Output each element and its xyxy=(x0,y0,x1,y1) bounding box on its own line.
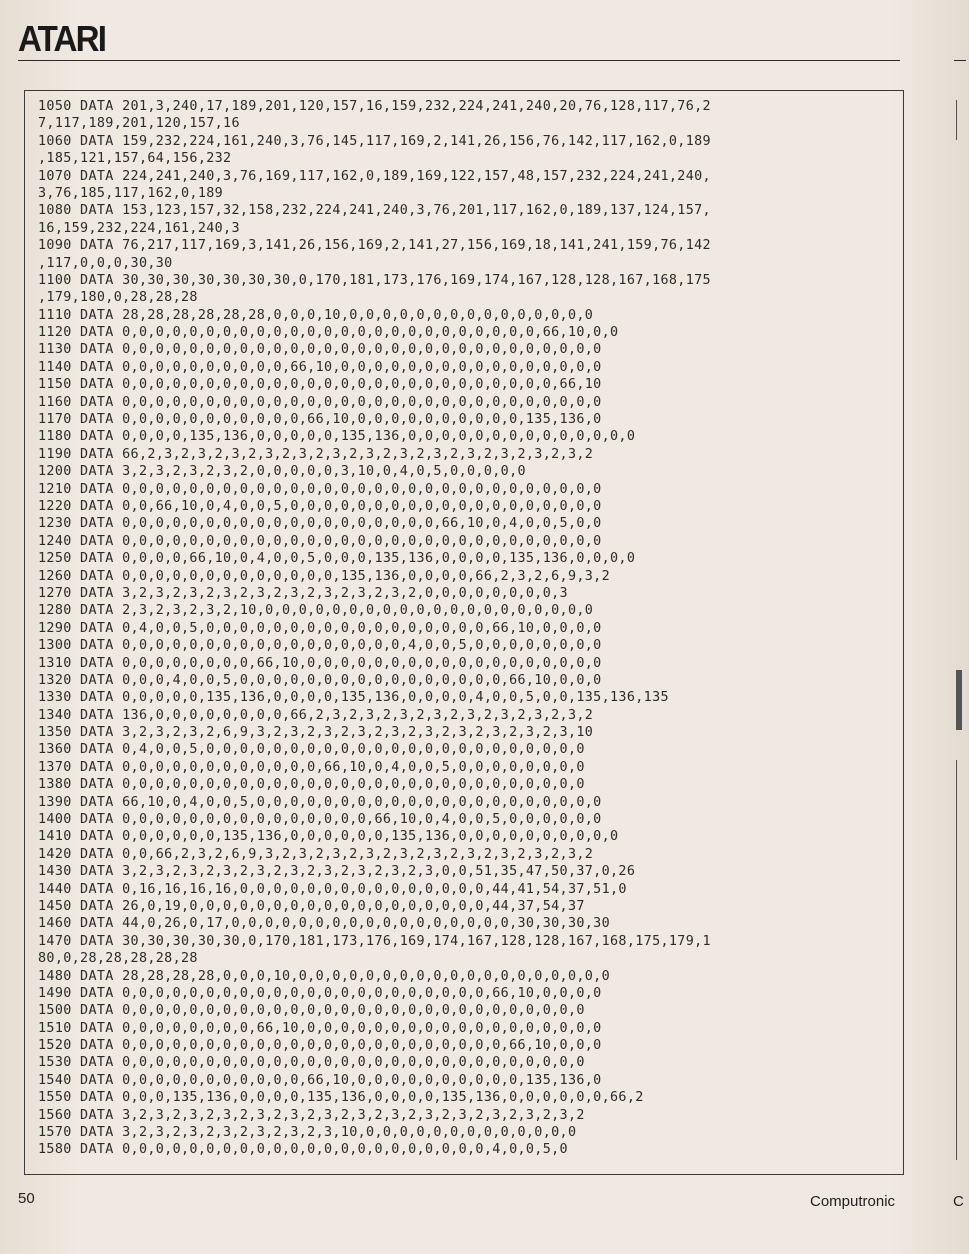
listing-line: 1320 DATA 0,0,0,4,0,0,5,0,0,0,0,0,0,0,0,0,0,0,0,0,0,0,0,66,10,0,0,0 xyxy=(38,672,602,688)
listing-line: 1090 DATA 76,217,117,169,3,141,26,156,169,2,141,27,156,169,18,141,241,159,76,142 xyxy=(38,238,711,254)
listing-line: 1100 DATA 30,30,30,30,30,30,30,0,170,181,173,176,169,174,167,128,128,167,168,175 xyxy=(38,272,711,288)
listing-line: 1170 DATA 0,0,0,0,0,0,0,0,0,0,0,66,10,0,0,0,0,0,0,0,0,0,0,135,136,0 xyxy=(38,412,602,428)
listing-line: 1460 DATA 44,0,26,0,17,0,0,0,0,0,0,0,0,0,0,0,0,0,0,0,0,0,30,30,30,30 xyxy=(38,916,611,932)
listing-line: 1510 DATA 0,0,0,0,0,0,0,0,66,10,0,0,0,0,0,0,0,0,0,0,0,0,0,0,0,0,0,0 xyxy=(38,1020,602,1036)
listing-line: 1430 DATA 3,2,3,2,3,2,3,2,3,2,3,2,3,2,3,2,3,2,3,0,0,51,35,47,50,37,0,26 xyxy=(38,864,636,880)
basic-listing xyxy=(38,98,893,1159)
page-number: 50 xyxy=(18,1190,35,1207)
listing-line: 1570 DATA 3,2,3,2,3,2,3,2,3,2,3,2,3,10,0,0,0,0,0,0,0,0,0,0,0,0,0 xyxy=(38,1125,577,1141)
listing-line: 1360 DATA 0,4,0,0,5,0,0,0,0,0,0,0,0,0,0,0,0,0,0,0,0,0,0,0,0,0,0,0 xyxy=(38,742,585,758)
listing-line: 1560 DATA 3,2,3,2,3,2,3,2,3,2,3,2,3,2,3,2,3,2,3,2,3,2,3,2,3,2,3,2 xyxy=(38,1107,585,1123)
listing-line: 80,0,28,28,28,28,28 xyxy=(38,951,198,967)
next-page-edge-letter: C xyxy=(953,1193,964,1210)
listing-line: 1280 DATA 2,3,2,3,2,3,2,10,0,0,0,0,0,0,0,0,0,0,0,0,0,0,0,0,0,0,0,0 xyxy=(38,603,594,619)
listing-line: 1540 DATA 0,0,0,0,0,0,0,0,0,0,0,66,10,0,0,0,0,0,0,0,0,0,0,135,136,0 xyxy=(38,1072,602,1088)
listing-line: 1370 DATA 0,0,0,0,0,0,0,0,0,0,0,0,66,10,0,4,0,0,5,0,0,0,0,0,0,0,0 xyxy=(38,759,585,775)
listing-line: 1350 DATA 3,2,3,2,3,2,6,9,3,2,3,2,3,2,3,2,3,2,3,2,3,2,3,2,3,2,3,10 xyxy=(38,725,594,741)
listing-line: 1410 DATA 0,0,0,0,0,0,135,136,0,0,0,0,0,0,135,136,0,0,0,0,0,0,0,0,0,0 xyxy=(38,829,619,845)
listing-line: 1050 DATA 201,3,240,17,189,201,120,157,16,159,232,224,241,240,20,76,128,117,76,2 xyxy=(38,99,711,114)
listing-line: 1490 DATA 0,0,0,0,0,0,0,0,0,0,0,0,0,0,0,0,0,0,0,0,0,0,66,10,0,0,0,0 xyxy=(38,985,602,1001)
listing-line: 1470 DATA 30,30,30,30,30,0,170,181,173,176,169,174,167,128,128,167,168,175,179,1 xyxy=(38,933,711,949)
listing-line: 1110 DATA 28,28,28,28,28,28,0,0,0,10,0,0,0,0,0,0,0,0,0,0,0,0,0,0,0 xyxy=(38,307,594,323)
listing-line: 1420 DATA 0,0,66,2,3,2,6,9,3,2,3,2,3,2,3,2,3,2,3,2,3,2,3,2,3,2,3,2 xyxy=(38,846,594,862)
listing-line: 1260 DATA 0,0,0,0,0,0,0,0,0,0,0,0,0,135,136,0,0,0,0,66,2,3,2,6,9,3,2 xyxy=(38,568,611,584)
listing-line: 1400 DATA 0,0,0,0,0,0,0,0,0,0,0,0,0,0,0,66,10,0,4,0,0,5,0,0,0,0,0,0 xyxy=(38,812,602,828)
listing-line: 1220 DATA 0,0,66,10,0,4,0,0,5,0,0,0,0,0,0,0,0,0,0,0,0,0,0,0,0,0,0,0 xyxy=(38,498,602,514)
listing-line: 1240 DATA 0,0,0,0,0,0,0,0,0,0,0,0,0,0,0,0,0,0,0,0,0,0,0,0,0,0,0,0,0 xyxy=(38,533,602,549)
listing-line: 1190 DATA 66,2,3,2,3,2,3,2,3,2,3,2,3,2,3,2,3,2,3,2,3,2,3,2,3,2,3,2 xyxy=(38,446,594,462)
listing-line: 1180 DATA 0,0,0,0,135,136,0,0,0,0,0,135,136,0,0,0,0,0,0,0,0,0,0,0,0,0,0 xyxy=(38,429,636,445)
listing-line: 1520 DATA 0,0,0,0,0,0,0,0,0,0,0,0,0,0,0,0,0,0,0,0,0,0,0,66,10,0,0,0 xyxy=(38,1038,602,1054)
listing-line: 1270 DATA 3,2,3,2,3,2,3,2,3,2,3,2,3,2,3,2,3,2,0,0,0,0,0,0,0,0,3 xyxy=(38,585,568,601)
listing-line: 1130 DATA 0,0,0,0,0,0,0,0,0,0,0,0,0,0,0,0,0,0,0,0,0,0,0,0,0,0,0,0,0 xyxy=(38,342,602,358)
listing-line: 1150 DATA 0,0,0,0,0,0,0,0,0,0,0,0,0,0,0,0,0,0,0,0,0,0,0,0,0,0,66,10 xyxy=(38,377,602,393)
listing-line: 16,159,232,224,161,240,3 xyxy=(38,220,240,236)
listing-line: 1070 DATA 224,241,240,3,76,169,117,162,0,189,169,122,157,48,157,232,224,241,240, xyxy=(38,168,711,184)
edge-mark xyxy=(956,760,965,1160)
listing-line: 1340 DATA 136,0,0,0,0,0,0,0,0,66,2,3,2,3,2,3,2,3,2,3,2,3,2,3,2,3,2 xyxy=(38,707,594,723)
listing-line: 1300 DATA 0,0,0,0,0,0,0,0,0,0,0,0,0,0,0,0,0,4,0,0,5,0,0,0,0,0,0,0,0 xyxy=(38,638,602,654)
listing-line: 1060 DATA 159,232,224,161,240,3,76,145,117,169,2,141,26,156,76,142,117,162,0,189 xyxy=(38,133,711,149)
listing-line: 1080 DATA 153,123,157,32,158,232,224,241,240,3,76,201,117,162,0,189,137,124,157, xyxy=(38,203,711,219)
listing-line: ,185,121,157,64,156,232 xyxy=(38,151,232,167)
edge-mark xyxy=(956,670,969,730)
listing-line: 1580 DATA 0,0,0,0,0,0,0,0,0,0,0,0,0,0,0,0,0,0,0,0,0,0,4,0,0,5,0 xyxy=(38,1142,568,1158)
listing-line: 1440 DATA 0,16,16,16,16,0,0,0,0,0,0,0,0,0,0,0,0,0,0,0,44,41,54,37,51,0 xyxy=(38,881,627,897)
listing-line: 7,117,189,201,120,157,16 xyxy=(38,116,240,132)
listing-line: 1200 DATA 3,2,3,2,3,2,3,2,0,0,0,0,0,3,10,0,4,0,5,0,0,0,0,0 xyxy=(38,464,526,480)
listing-line: 1480 DATA 28,28,28,28,0,0,0,10,0,0,0,0,0,0,0,0,0,0,0,0,0,0,0,0,0,0,0 xyxy=(38,968,611,984)
listing-line: 1140 DATA 0,0,0,0,0,0,0,0,0,0,66,10,0,0,0,0,0,0,0,0,0,0,0,0,0,0,0,0 xyxy=(38,359,602,375)
listing-line: 1450 DATA 26,0,19,0,0,0,0,0,0,0,0,0,0,0,0,0,0,0,0,0,0,44,37,54,37 xyxy=(38,898,585,914)
listing-line: 1390 DATA 66,10,0,4,0,0,5,0,0,0,0,0,0,0,0,0,0,0,0,0,0,0,0,0,0,0,0,0 xyxy=(38,794,602,810)
listing-line: ,179,180,0,28,28,28 xyxy=(38,290,198,306)
listing-line: 1310 DATA 0,0,0,0,0,0,0,0,66,10,0,0,0,0,0,0,0,0,0,0,0,0,0,0,0,0,0,0 xyxy=(38,655,602,671)
listing-line: 1550 DATA 0,0,0,135,136,0,0,0,0,135,136,0,0,0,0,135,136,0,0,0,0,0,0,66,2 xyxy=(38,1090,644,1106)
listing-line: ,117,0,0,0,30,30 xyxy=(38,255,173,271)
publication-name: Computronic xyxy=(810,1193,896,1210)
listing-line: 1230 DATA 0,0,0,0,0,0,0,0,0,0,0,0,0,0,0,0,0,0,0,66,10,0,4,0,0,5,0,0 xyxy=(38,516,602,532)
listing-line: 1210 DATA 0,0,0,0,0,0,0,0,0,0,0,0,0,0,0,0,0,0,0,0,0,0,0,0,0,0,0,0,0 xyxy=(38,481,602,497)
listing-line: 1120 DATA 0,0,0,0,0,0,0,0,0,0,0,0,0,0,0,0,0,0,0,0,0,0,0,0,0,66,10,0,0 xyxy=(38,325,619,341)
section-title: ATARI xyxy=(18,18,106,59)
listing-line: 1380 DATA 0,0,0,0,0,0,0,0,0,0,0,0,0,0,0,0,0,0,0,0,0,0,0,0,0,0,0,0 xyxy=(38,777,585,793)
edge-mark xyxy=(956,100,965,140)
listing-line: 1160 DATA 0,0,0,0,0,0,0,0,0,0,0,0,0,0,0,0,0,0,0,0,0,0,0,0,0,0,0,0,0 xyxy=(38,394,602,410)
header-rule xyxy=(18,60,900,61)
listing-line: 1530 DATA 0,0,0,0,0,0,0,0,0,0,0,0,0,0,0,0,0,0,0,0,0,0,0,0,0,0,0,0 xyxy=(38,1055,585,1071)
listing-line: 1290 DATA 0,4,0,0,5,0,0,0,0,0,0,0,0,0,0,0,0,0,0,0,0,0,66,10,0,0,0,0 xyxy=(38,620,602,636)
edge-rule xyxy=(954,60,966,61)
listing-line: 3,76,185,117,162,0,189 xyxy=(38,185,224,201)
listing-line: 1330 DATA 0,0,0,0,0,135,136,0,0,0,0,135,136,0,0,0,0,4,0,0,5,0,0,135,136,135 xyxy=(38,690,669,706)
listing-line: 1250 DATA 0,0,0,0,66,10,0,4,0,0,5,0,0,0,135,136,0,0,0,0,135,136,0,0,0,0 xyxy=(38,551,636,567)
listing-line: 1500 DATA 0,0,0,0,0,0,0,0,0,0,0,0,0,0,0,0,0,0,0,0,0,0,0,0,0,0,0,0 xyxy=(38,1003,585,1019)
